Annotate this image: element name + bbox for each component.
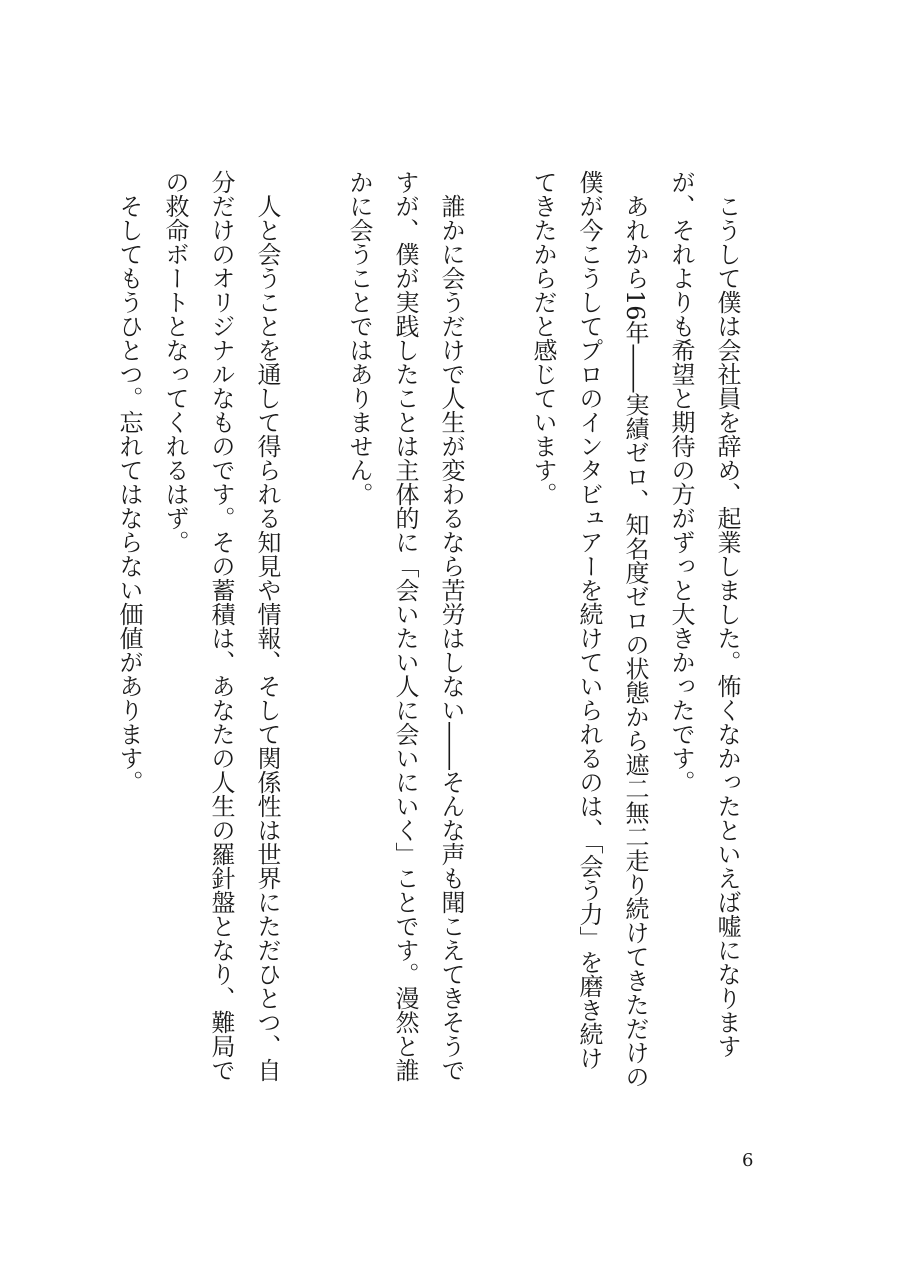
paragraph-gap: [290, 170, 336, 1090]
paragraph-5: そしてもうひとつ。忘れてはならない価値があります。: [115, 194, 143, 794]
paragraph-1: こうして僕は会社員を辞め、起業しました。怖くなかったといえば嘘になりますが、それよりも希望と期待の方がずっと大きかったです。: [667, 170, 741, 1058]
paragraph-3: 誰かに会うだけで人生が変わるなら苦労はしない――そんな声も聞こえてきそうですが、僕が実践したことは主体的に「会いたい人に会いにいく」ことです。漫然と誰かに会うことではありません。: [345, 170, 465, 1082]
page-number: 6: [742, 1150, 754, 1171]
paragraph-2: あれから16年――実績ゼロ、知名度ゼロの状態から遮二無二走り続けてきただけの僕が今こうしてプロのインタビュアーを続けていられるのは、「会う力」を磨き続けてきたからだと感じています。: [529, 170, 649, 1089]
vertical-text-body: [106, 170, 750, 1090]
paragraph-4: 人と会うことを通して得られる知見や情報、そして関係性は世界にただひとつ、自分だけのオリジナルなものです。その蓄積は、あなたの人生の羅針盤となり、難局での救命ボートとなってくれるはず。: [161, 170, 281, 1082]
paragraph-gap: [474, 170, 520, 1090]
